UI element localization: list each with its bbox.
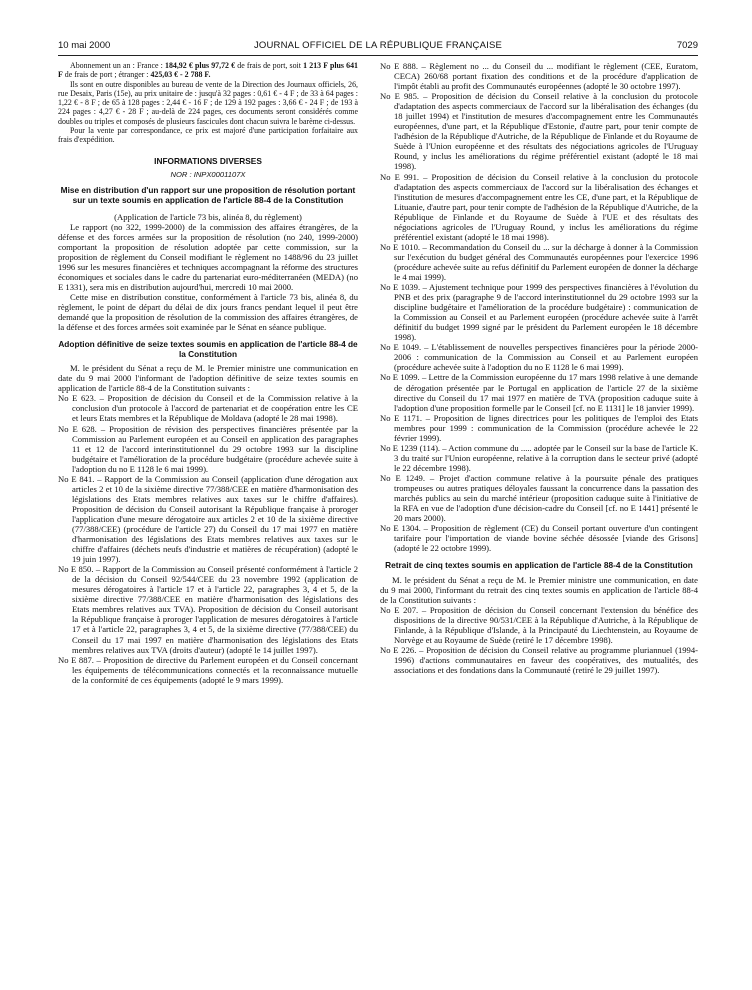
section-title: INFORMATIONS DIVERSES — [154, 155, 262, 166]
list-item: No E 1099. – Lettre de la Commission européenne du 17 mars 1998 relative à une demande de dérogation présentée par le Portugal en application de l'article 27 de la sixième directive du Conseil du 17 mai 1977 en matière de TVA (proposition caduque suite à l'adoption d'une proposition formelle par le Conseil [cf. no E 1131] le 18 janvier 1999). — [380, 372, 698, 413]
list-item: No E 207. – Proposition de décision du Conseil concernant l'extension du bénéfice des dispositions de la directive 90/531/CEE à la République d'Autriche, à la République de Finlande, à la République d'Islande, à la Principauté du Liechtenstein, au Royaume de Norvège et au Royaume de Suède (retiré le 17 décembre 1998). — [380, 605, 698, 646]
mise-title: Mise en distribution d'un rapport sur une proposition de résolution portant sur un texte soumis en application de l'article 88-4 de la Constitution — [60, 185, 356, 205]
list-item: No E 1304. – Proposition de règlement (CE) du Conseil portant ouverture d'un contingent tarifaire pour l'importation de viande bovine séchée désossée [viande des Grisons] (adopté le 22 octobre 1999). — [380, 523, 698, 554]
adoption-intro: M. le président du Sénat a reçu de M. le Premier ministre une communication en date du 9 mai 2000 l'informant de l'adoption définitive de seize textes soumis en application de l'article 88-4 de la Constitution suivants : — [58, 363, 358, 394]
list-item: No E 887. – Proposition de directive du Parlement européen et du Conseil concernant les équipements de télécommunications connectés et la reconnaissance mutuelle de la conformité de ces équipements (adopté le 9 mars 1999). — [58, 654, 358, 685]
header-date: 10 mai 2000 — [58, 40, 111, 51]
list-item: No E 1249. – Projet d'action commune relative à la poursuite pénale des pratiques trompeuses ou autres pratiques déloyales faussant la concurrence dans la passation des marchés publics au sein du marché intérieur (proposition caduque suite à l'initiative de la RFA en vue de l'adoption d'une décision-cadre du Conseil [cf. no E 1441] présenté le 20 mars 2000). — [380, 472, 698, 524]
list-item: No E 985. – Proposition de décision du Conseil relative à la conclusion du protocole d'adaptation des aspects commerciaux de l'accord sur la libéralisation des échanges (du 18 juillet 1994) et l'institution de mesures d'accompagnement entre les Communautés européennes, d'une part, et la République d'Estonie, d'autre part, pour tenir compte de l'adhésion de la République d'Autriche, de la République de Finlande et du Royaume de Suède à l'Union européenne et des résultats des négociations agricoles de l'Uruguay Round, y inclus les améliorations du régime préférentiel existant (adopté le 18 mai 1998). — [380, 91, 698, 172]
list-item: No E 1171. – Proposition de lignes directrices pour les politiques de l'emploi des Etats membres pour 1999 : communication de la Commission (procédure achevée le 22 février 1999). — [380, 412, 698, 443]
correspondance-text: Pour la vente par correspondance, ce prix est majoré d'une participation forfaitaire aux frais d'expédition. — [58, 126, 358, 145]
list-item: No E 888. – Règlement no ... du Conseil du ... modifiant le règlement (CEE, Euratom, CECA) 260/68 portant fixation des conditions et de la procédure d'application de l'impôt établi au profit des Communautés européennes (adopté le 30 octobre 1997). — [380, 61, 698, 92]
list-item: No E 623. – Proposition de décision du Conseil et de la Commission relative à la conclusion d'un protocole à l'accord de partenariat et de coopération entre les CE et leurs Etats membres et la République de Moldava (adopté le 28 mai 1998). — [58, 393, 358, 424]
list-item: No E 850. – Rapport de la Commission au Conseil présenté conformément à l'article 2 de la décision du Conseil 92/544/CEE du 23 novembre 1992 (application de mesures dérogatoires à l'article 17 et à l'article 22, paragraphes 3, 4 et 5, de la sixième directive 77/388/CEE en matière d'harmonisation des législations des Etats membres relatives aux TVA). Proposition de décision du Conseil autorisant la République française à proroger l'application de mesures dérogatoires à l'article 17 et à l'article 22, paragraphes 3, 4 et 5, de la sixième directive (77/388/CEE) du Conseil du 17 mai 1997 en matière d'harmonisation des législations des Etats membres relatives aux TVA (droits d'auteur) (adopté le 14 juillet 1997). — [58, 564, 358, 655]
header-rule — [58, 55, 698, 56]
list-item: No E 991. – Proposition de décision du Conseil relative à la conclusion du protocole d'adaptation des aspects commerciaux de l'accord sur la libéralisation des échanges et l'institution de mesures d'accompagnement entre les CE, d'une part, et la République de Lituanie, d'autre part, pour tenir compte de l'adhésion de la République d'Autriche, de la République de Finlande et du Royaume de Suède à l'UE et des résultats des négociations agricoles de l'Uruguay Round, y inclus les améliorations du régime préférentiel existant (adopté le 18 mai 1998). — [380, 171, 698, 242]
disponible-text: Ils sont en outre disponibles au bureau de vente de la Direction des Journaux officiels, 26, rue Desaix, Paris (15e), au prix unitaire de : jusqu'à 32 pages : 0,61 € - 4 F ; de 33 à 64 pages : 1,22 € - 8 F ; de 65 à 128 pages : 2,44 € - 16 F ; de 129 à 192 pages : 3,66 € - 24 F ; de 193 à 224 pages : 4,27 € - 28 F ; au-delà de 224 pages, ces documents seront considérés comme doubles ou triples et composés de plusieurs fascicules dont chacun suivra le barème ci-dessus. — [58, 79, 358, 126]
application-note: (Application de l'article 73 bis, alinéa 8, du règlement) — [114, 211, 302, 222]
cette-mise-paragraph: Cette mise en distribution constitue, conformément à l'article 73 bis, alinéa 8, du règlement, le point de départ du délai de dix jours francs pendant lequel il peut être demandé que la proposition de résolution de la commission des affaires étrangères, de la défense et des forces armées soit examinée par le Sénat en séance publique. — [58, 291, 358, 333]
page-header — [58, 40, 698, 54]
retrait-title: Retrait de cinq textes soumis en application de l'article 88-4 de la Constitution — [385, 560, 693, 571]
list-item: No E 628. – Proposition de révision des perspectives financières présentée par la Commission au Parlement européen et au Conseil en application des paragraphes 11 et 12 de l'accord interinstitutionnel du 29 octobre 1993 sur la discipline budgétaire et l'amélioration de la procédure budgétaire (procédure achevée suite à l'adoption du no E 1128 le 6 mai 1999). — [58, 423, 358, 474]
abonnement-text: Abonnement un an : France : 184,92 € plus 97,72 € de frais de port, soit 1 213 F plus 641 F de frais de port ; étranger : 425,03 € - 2 788 F. — [58, 61, 358, 80]
adoption-title: Adoption définitive de seize textes soumis en application de l'article 88-4 de la Constitution — [58, 339, 358, 359]
list-item: No E 1039. – Ajustement technique pour 1999 des perspectives financières à l'évolution du PNB et des prix (paragraphe 9 de l'accord interinstitutionnel du 29 octobre 1993 sur la discipline budgétaire et l'amélioration de la procédure budgétaire) : communication de la Commission au Conseil et au Parlement européen (procédure achevée suite à l'arrêt définitif du budget 1999 signé par le président du Parlement européen le 18 décembre 1998). — [380, 282, 698, 343]
retrait-intro: M. le président du Sénat a reçu de M. le Premier ministre une communication, en date du 9 mai 2000, l'informant du retrait des cinq textes soumis en application de l'article 88-4 de la Constitution suivants : — [380, 574, 698, 605]
list-item: No E 226. – Proposition de décision du Conseil relative au programme pluriannuel (1994-1996) d'actions communautaires en faveur des coopératives, des mutualités, des associations et des fondations dans la Communauté (retiré le 29 juillet 1997). — [380, 645, 698, 676]
left-column — [58, 61, 358, 685]
header-page-number: 7029 — [676, 40, 698, 51]
list-item: No E 1049. – L'établissement de nouvelles perspectives financières pour la période 2000-2006 : communication de la Commission au Conseil et au Parlement européen (procédure achevée suite à l'adoption du no E 1128 le 6 mai 1999). — [380, 342, 698, 373]
list-item: No E 1010. – Recommandation du Conseil du ... sur la décharge à donner à la Commission sur l'exécution du budget général des Communautés européennes pour l'exercice 1996 (procédure achevée suite au refus définitif du Parlement européen de donner la décharge le 4 mai 1999). — [380, 241, 698, 282]
right-column — [380, 61, 698, 675]
rapport-paragraph: Le rapport (no 322, 1999-2000) de la commission des affaires étrangères, de la défense et des forces armées sur la proposition de résolution (no 240, 1999-2000) comportant la proposition de résolution adoptée par cette commission, sur la proposition de règlement du Conseil modifiant le règlement no 1488/96 du 23 juillet 1996 sur les mesures financières et techniques accompagnant la réforme des structures économiques et sociales dans le cadre du partenariat euro-méditerranéen (MEDA) (no E 1331), sera mis en distribution aujourd'hui, mercredi 10 mai 2000. — [58, 221, 358, 292]
header-journal-title: JOURNAL OFFICIEL DE LA RÉPUBLIQUE FRANÇAISE — [253, 40, 503, 51]
nor-reference: NOR : INPX0001107X — [170, 170, 246, 180]
list-item: No E 841. – Rapport de la Commission au Conseil (application d'une dérogation aux articles 2 et 10 de la sixième directive 77/388/CEE en matière d'harmonisation des législations des Etats membres relatives aux taxes sur le chiffre d'affaires). Proposition de décision du Conseil autorisant la République française à proroger l'application d'une mesure dérogatoire aux articles 2 et 10 de la sixième directive (77/388/CEE) (procédure de l'article 27) du Conseil du 17 mai 1977 en matière d'harmonisation des législations des Etats membres relatives aux taxes sur le chiffre d'affaires (déchets neufs d'industrie et matières de récupération) (adopté le 19 juin 1997). — [58, 473, 358, 565]
list-item: No E 1239 (114). – Action commune du ..... adoptée par le Conseil sur la base de l'article K. 3 du traité sur l'Union européenne, relative à la corruption dans le secteur privé (adopté le 22 décembre 1998). — [380, 442, 698, 473]
